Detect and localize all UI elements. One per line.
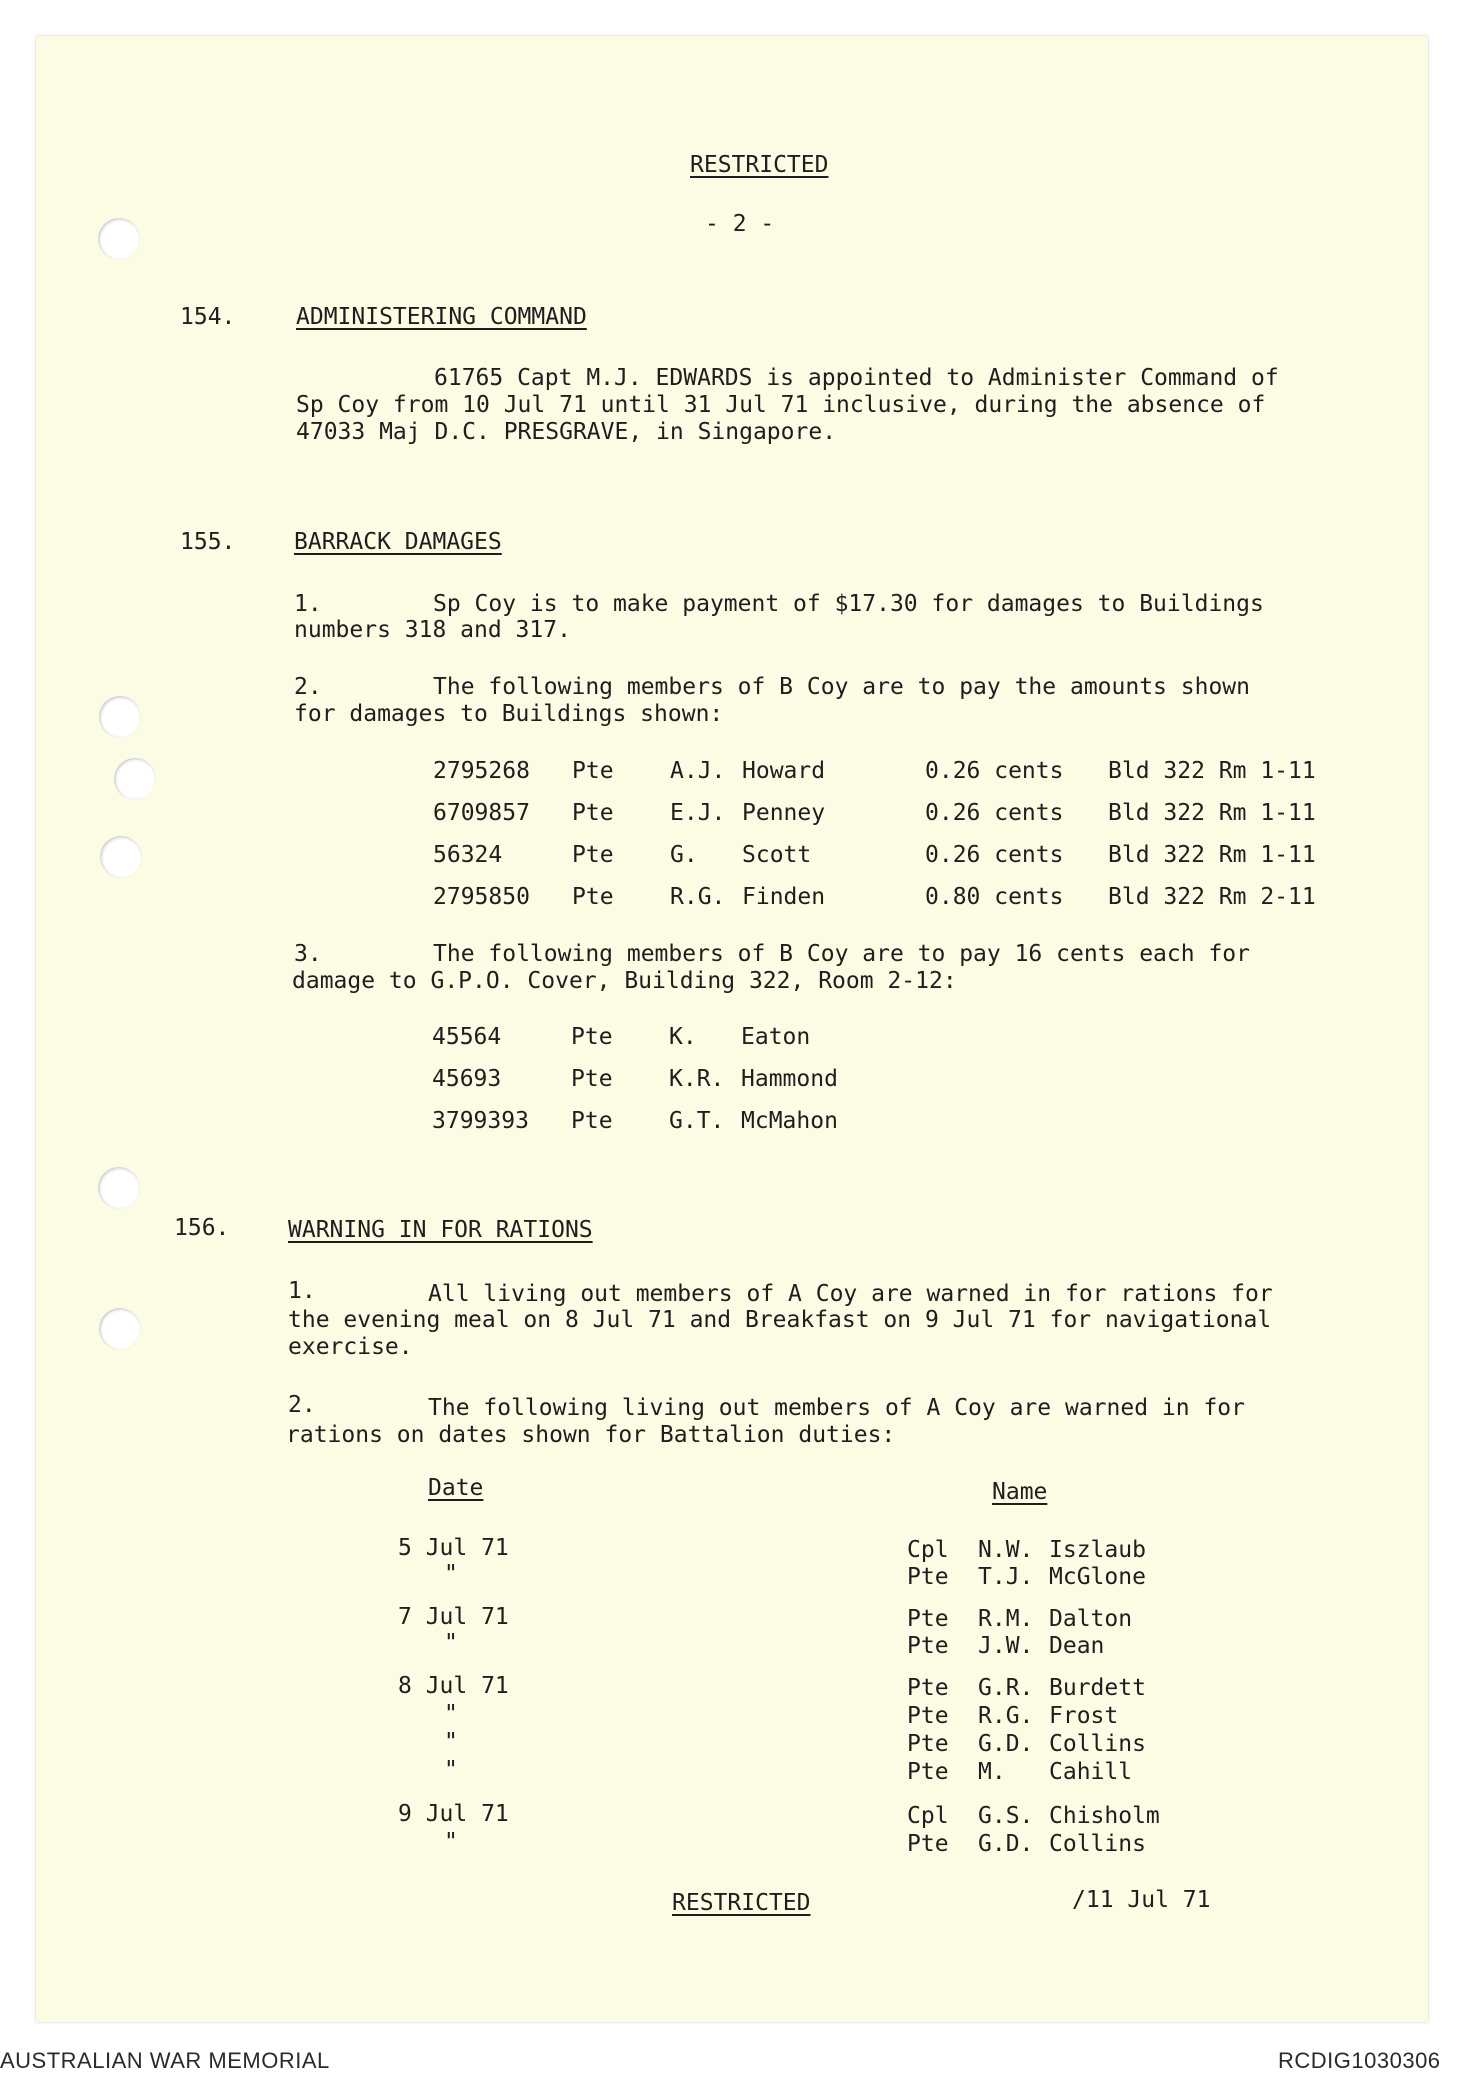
document-page — [36, 36, 1428, 2022]
surname: Cahill — [1049, 1759, 1133, 1785]
service-number: 3799393 — [432, 1108, 529, 1134]
body-line: the evening meal on 8 Jul 71 and Breakfast on 9 Jul 71 for navigational — [288, 1307, 1272, 1333]
surname: McMahon — [741, 1108, 838, 1134]
section-title: BARRACK DAMAGES — [294, 529, 502, 555]
rank: Cpl — [907, 1803, 949, 1829]
service-number: 6709857 — [433, 800, 530, 826]
initials: J.W. — [978, 1633, 1034, 1659]
column-header-name: Name — [992, 1479, 1048, 1505]
column-header-date: Date — [428, 1475, 484, 1501]
amount: 0.26 cents — [925, 758, 1064, 784]
rank: Pte — [571, 1024, 613, 1050]
body-line: The following members of B Coy are to pay 16 cents each for — [433, 941, 1250, 967]
rank: Pte — [907, 1564, 949, 1590]
page-number: - 2 - — [705, 211, 775, 237]
initials: M. — [978, 1759, 1006, 1785]
initials: G.D. — [978, 1831, 1034, 1857]
surname: Collins — [1049, 1731, 1146, 1757]
initials: G.S. — [978, 1803, 1034, 1829]
body-line: Sp Coy from 10 Jul 71 until 31 Jul 71 inclusive, during the absence of — [296, 392, 1266, 418]
surname: Penney — [742, 800, 826, 826]
surname: Chisholm — [1049, 1803, 1160, 1829]
rank: Pte — [572, 758, 614, 784]
rank: Pte — [907, 1633, 949, 1659]
initials: R.M. — [978, 1606, 1034, 1632]
section-number: 154. — [180, 304, 236, 330]
body-line: numbers 318 and 317. — [294, 617, 571, 643]
body-line: for damages to Buildings shown: — [294, 701, 724, 727]
ration-date: 8 Jul 71 — [398, 1673, 509, 1699]
ditto-mark: " — [444, 1829, 458, 1855]
initials: G.R. — [978, 1675, 1034, 1701]
punch-hole — [99, 696, 141, 738]
initials: G.D. — [978, 1731, 1034, 1757]
location: Bld 322 Rm 2-11 — [1108, 884, 1316, 910]
ditto-mark: " — [444, 1757, 458, 1783]
body-line: 47033 Maj D.C. PRESGRAVE, in Singapore. — [296, 419, 837, 445]
archive-credit: AUSTRALIAN WAR MEMORIAL — [0, 2048, 330, 2073]
rank: Pte — [907, 1731, 949, 1757]
body-line: damage to G.P.O. Cover, Building 322, Room 2-12: — [292, 968, 957, 994]
surname: Burdett — [1049, 1675, 1146, 1701]
service-number: 56324 — [433, 842, 503, 868]
archive-reference: RCDIG1030306 — [1278, 2048, 1441, 2073]
location: Bld 322 Rm 1-11 — [1108, 842, 1316, 868]
surname: Scott — [742, 842, 812, 868]
surname: McGlone — [1049, 1564, 1146, 1590]
rank: Pte — [572, 842, 614, 868]
section-title: ADMINISTERING COMMAND — [296, 304, 587, 330]
ration-date: 5 Jul 71 — [398, 1535, 509, 1561]
rank: Pte — [572, 884, 614, 910]
punch-hole — [100, 836, 142, 878]
rank: Pte — [907, 1606, 949, 1632]
para-number: 2. — [288, 1392, 316, 1418]
body-line: rations on dates shown for Battalion duties: — [286, 1422, 896, 1448]
surname: Dean — [1049, 1633, 1105, 1659]
body-line: The following members of B Coy are to pay the amounts shown — [433, 674, 1250, 700]
amount: 0.80 cents — [925, 884, 1064, 910]
surname: Hammond — [741, 1066, 838, 1092]
service-number: 45564 — [432, 1024, 502, 1050]
rank: Cpl — [907, 1537, 949, 1563]
ration-date: 9 Jul 71 — [398, 1801, 509, 1827]
classification-footer: RESTRICTED — [672, 1890, 811, 1916]
section-number: 156. — [174, 1215, 230, 1241]
surname: Frost — [1049, 1703, 1119, 1729]
rank: Pte — [907, 1703, 949, 1729]
amount: 0.26 cents — [925, 800, 1064, 826]
ration-date: 7 Jul 71 — [398, 1604, 509, 1630]
body-line: The following living out members of A Coy are warned in for — [428, 1395, 1245, 1421]
rank: Pte — [907, 1675, 949, 1701]
amount: 0.26 cents — [925, 842, 1064, 868]
service-number: 2795850 — [433, 884, 530, 910]
rank: Pte — [572, 800, 614, 826]
punch-hole — [99, 1308, 141, 1350]
section-number: 155. — [180, 529, 236, 555]
location: Bld 322 Rm 1-11 — [1108, 758, 1316, 784]
body-line: exercise. — [288, 1334, 413, 1360]
body-line: 61765 Capt M.J. EDWARDS is appointed to Administer Command of — [434, 365, 1279, 391]
para-number: 1. — [288, 1278, 316, 1304]
surname: Collins — [1049, 1831, 1146, 1857]
rank: Pte — [907, 1831, 949, 1857]
initials: K. — [669, 1024, 697, 1050]
rank: Pte — [571, 1066, 613, 1092]
punch-hole — [98, 1167, 140, 1209]
para-number: 1. — [294, 591, 322, 617]
service-number: 2795268 — [433, 758, 530, 784]
classification-header: RESTRICTED — [690, 152, 829, 178]
continuation-note: /11 Jul 71 — [1072, 1887, 1211, 1913]
section-title: WARNING IN FOR RATIONS — [288, 1217, 593, 1243]
punch-hole — [114, 758, 156, 800]
initials: K.R. — [669, 1066, 725, 1092]
ditto-mark: " — [444, 1729, 458, 1755]
body-line: Sp Coy is to make payment of $17.30 for damages to Buildings — [433, 591, 1264, 617]
initials: E.J. — [670, 800, 726, 826]
service-number: 45693 — [432, 1066, 502, 1092]
surname: Iszlaub — [1049, 1537, 1146, 1563]
para-number: 3. — [294, 941, 322, 967]
ditto-mark: " — [444, 1701, 458, 1727]
ditto-mark: " — [444, 1561, 458, 1587]
initials: R.G. — [978, 1703, 1034, 1729]
ditto-mark: " — [444, 1630, 458, 1656]
surname: Finden — [742, 884, 826, 910]
initials: A.J. — [670, 758, 726, 784]
para-number: 2. — [294, 674, 322, 700]
initials: N.W. — [978, 1537, 1034, 1563]
surname: Howard — [742, 758, 826, 784]
rank: Pte — [571, 1108, 613, 1134]
surname: Eaton — [741, 1024, 811, 1050]
initials: T.J. — [978, 1564, 1034, 1590]
location: Bld 322 Rm 1-11 — [1108, 800, 1316, 826]
punch-hole — [98, 218, 140, 260]
initials: G. — [670, 842, 698, 868]
rank: Pte — [907, 1759, 949, 1785]
initials: G.T. — [669, 1108, 725, 1134]
body-line: All living out members of A Coy are warned in for rations for — [428, 1281, 1273, 1307]
initials: R.G. — [670, 884, 726, 910]
surname: Dalton — [1049, 1606, 1133, 1632]
